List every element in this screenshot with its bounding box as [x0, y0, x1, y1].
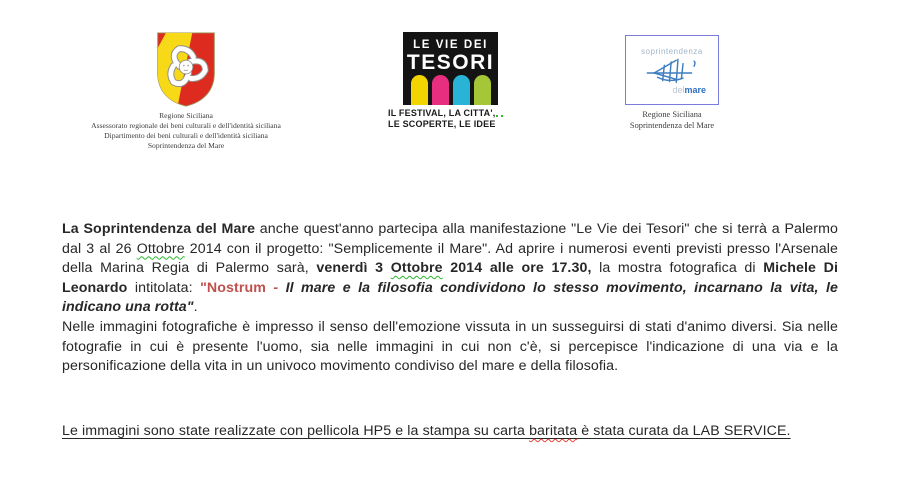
body-text: è stata curata da LAB SERVICE. [577, 423, 791, 439]
caption-line: Regione Siciliana [159, 111, 213, 120]
arch-icon [411, 75, 428, 105]
spellchecked-word: baritata [529, 423, 578, 439]
underlined-text [62, 423, 791, 439]
tesori-tagline [388, 107, 518, 130]
arch-icon [453, 75, 470, 105]
body-text: la mostra fotografica di [591, 260, 764, 276]
sicily-coat-of-arms-icon [153, 30, 219, 108]
highlighted-title: "Nostrum [200, 279, 266, 296]
regione-siciliana-logo [56, 30, 316, 151]
caption-line: Assessorato regionale dei beni culturali e dell'identità siciliana [91, 121, 281, 130]
tesori-arches-icon [403, 75, 498, 105]
caption-line: Dipartimento dei beni culturali e dell'identità siciliana [104, 131, 268, 140]
tesori-tagline-line2: LE SCOPERTE, LE IDEE [388, 119, 496, 129]
paragraph-technical [62, 422, 838, 442]
spellchecked-word: Ottobre [390, 260, 443, 276]
bold-text: 2014 alle ore 17.30, [442, 260, 592, 276]
soprintendenza-del-mare-logo [625, 35, 719, 131]
body-text: anche quest'anno partecipa alla manifestazione "Le Vie dei Tesori" che si terrà a Palermo dal 3 al 26 [62, 221, 839, 257]
mare-caption [625, 109, 719, 131]
tesori-tagline-line1 [388, 107, 518, 119]
caption-line: Regione Siciliana [642, 110, 702, 119]
body-text: Nelle immagini fotografiche è impresso il senso dell'emozione vissuta in un susseguirsi di stati d'animo diversi. Sia nelle fotografie in cui è presente l'uomo, sia nelle immagini in cui non c'è, si percepisce l'indicazione di una via e la personificazione della vita in un univoco movimento condiviso del mare e della filosofia. [62, 319, 838, 374]
body-text: Le immagini sono state realizzate con pellicola HP5 e la stampa su carta [62, 423, 530, 439]
tesori-logo-square [403, 32, 498, 105]
spellchecked-word: Ottobre [136, 240, 185, 257]
body-text: . [193, 299, 198, 315]
mare-logo-word1: soprintendenza [641, 47, 703, 56]
bold-text: La Soprintendenza del Mare [62, 221, 256, 237]
bold-text: venerdì 3 [316, 260, 391, 276]
arch-icon [432, 75, 449, 105]
sicily-caption [56, 111, 316, 151]
mare-logo-word2 [672, 85, 706, 95]
body-text: intitolata: [127, 279, 201, 296]
mare-logo-box [625, 35, 719, 105]
mare-logo-mare: mare [684, 85, 706, 95]
mare-logo-del: del [672, 85, 685, 95]
arch-icon [474, 75, 491, 105]
body-text: 2014 con il progetto: "Semplicemente il Mare". Ad aprire i numerosi eventi previsti presso l'Arsenale della Marina Regia di Palermo sarà, [62, 240, 838, 276]
tesori-logo-line2: TESORI [406, 51, 495, 74]
paragraph-description [62, 318, 838, 377]
bold-text: Michele Di Leonardo [62, 260, 838, 296]
highlighted-dash: - [265, 279, 286, 296]
tesori-logo-line1: LE VIE DEI [413, 39, 488, 51]
spellcheck-squiggle-icon [496, 108, 503, 117]
caption-line: Soprintendenza del Mare [147, 141, 225, 150]
caption-line: Soprintendenza del Mare [629, 121, 715, 130]
le-vie-dei-tesori-logo [388, 32, 518, 130]
paragraph-intro [62, 220, 838, 318]
tagline-text: IL FESTIVAL, LA CITTA', [388, 108, 496, 118]
italic-subtitle: Il mare e la filosofia condividono lo stesso movimento, incarnano la vita, le indicano una rotta" [62, 279, 838, 315]
